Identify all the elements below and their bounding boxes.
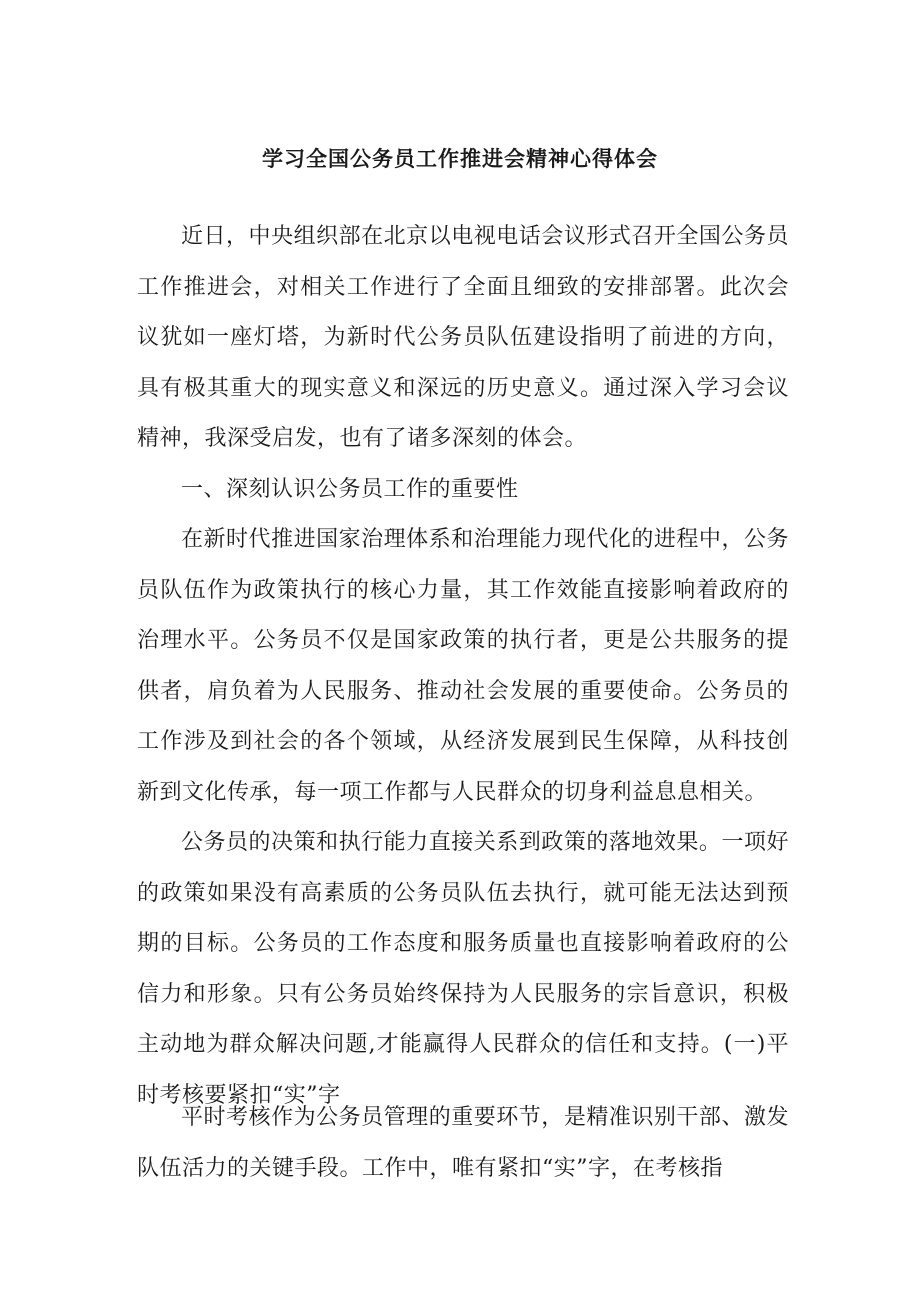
document-body [137, 212, 789, 1121]
section-heading-1: 一、深刻认识公务员工作的重要性 [181, 476, 519, 502]
paragraph-decision-execution: 公务员的决策和执行能力直接关系到政策的落地效果。一项好的政策如果没有高素质的公务员队伍去执行，就可能无法达到预期的目标。公务员的工作态度和服务质量也直接影响着政府的公信力和形象。只有公务员始终保持为人民服务的宗旨意识，积极主动地为群众解决问题,才能赢得人民群众的信任和支持。(一)平时考核要紧扣“实”字 [137, 830, 789, 1108]
paragraph-importance: 在新时代推进国家治理体系和治理能力现代化的进程中，公务员队伍作为政策执行的核心力量，其工作效能直接影响着政府的治理水平。公务员不仅是国家政策的执行者，更是公共服务的提供者，肩负着为人民服务、推动社会发展的重要使命。公务员的工作涉及到社会的各个领域，从经济发展到民生保障，从科技创新到文化传承，每一项工作都与人民群众的切身利益息息相关。 [137, 527, 789, 805]
document-body-continued [137, 1093, 789, 1194]
paragraph-assessment: 平时考核作为公务员管理的重要环节，是精准识别干部、激发队伍活力的关键手段。工作中，唯有紧扣“实”字，在考核指 [137, 1105, 789, 1181]
paragraph-intro: 近日，中央组织部在北京以电视电话会议形式召开全国公务员工作推进会，对相关工作进行了全面且细致的安排部署。此次会议犹如一座灯塔，为新时代公务员队伍建设指明了前进的方向，具有极其重大的现实意义和深远的历史意义。通过深入学习会议精神，我深受启发，也有了诸多深刻的体会。 [137, 224, 789, 451]
document-title: 学习全国公务员工作推进会精神心得体会 [262, 146, 658, 171]
